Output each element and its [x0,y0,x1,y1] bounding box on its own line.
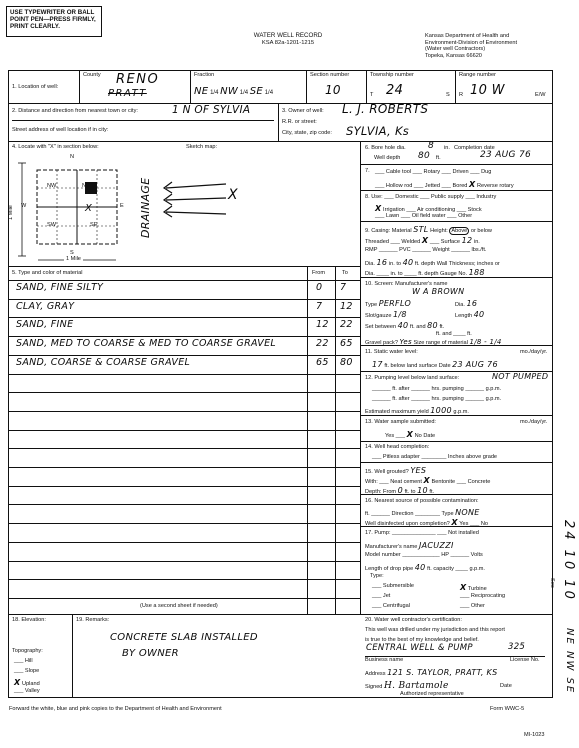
distance-label: 2. Distance and direction from nearest town or city: [12,108,138,114]
print-code: MI-1023 [524,732,545,738]
remarks-line2: BY OWNER [122,648,179,659]
locate-label: 4. Locate with "X" in section below: [12,144,99,150]
from-depth: 12 [316,319,329,331]
method-row2: ___ Hollow rod ___ Jetted ___ Bored X Reverse rotary [375,180,514,189]
to-depth: 12 [340,300,353,312]
county-label: County [83,72,101,78]
to-depth: 7 [340,282,347,293]
gauge-value: 188 [468,268,485,277]
range-label: Range number [459,72,497,78]
casing-depth-value: 40 [402,258,414,267]
above-circled: Above [451,228,468,234]
table-rule [8,523,360,524]
city-value: SYLVIA, Ks [346,124,410,138]
screen-mfr-value: W A BROWN [412,287,465,296]
table-rule [8,392,360,393]
set-to-value: 80 [427,321,438,330]
license-value: 325 [508,642,526,652]
certification-label: 20. Water well contractor's certification: [365,617,462,623]
fraction-label: Fraction [194,72,215,78]
range-value: 10 W [470,83,505,98]
grouted-label: 15. Well grouted? [365,469,409,475]
from-depth: 22 [316,338,329,350]
pump-mfr-value: JACUZZI [418,541,454,550]
table-rule [8,467,360,468]
section-grid [14,160,134,265]
county-struck-value: PRATT [108,88,147,99]
instructions-box [6,6,102,37]
static-date-value: 23 AUG 76 [452,360,498,369]
sample-label: 13. Water sample submitted: [365,419,436,425]
instructions-line2: POINT PEN—PRESS FIRMLY, [10,16,96,24]
footer-instructions: Forward the white, blue and pink copies to the Department of Health and Environment [9,706,222,712]
form-statute: KSA 82a-1201-1215 [261,40,315,47]
screen-length-value: 40 [473,310,485,319]
surface-value: 12 [461,236,473,245]
static-level-value: 17 [372,360,383,369]
grid-x-mark: X [85,203,93,214]
section-label: Section number [310,72,350,78]
from-depth: 7 [316,300,323,312]
bore-dia-value: 8 [428,141,435,151]
signature: H. Bartamole [383,681,449,691]
instructions-line3: PRINT CLEARLY. [10,23,60,31]
drainage-arrows-icon [156,176,236,226]
casing-label: 9. Casing: Material STL Height: Above or below [365,225,492,234]
margin-quarters: NE NW SE [564,628,575,695]
table-rule [8,411,360,412]
material-row: SAND, FINE SILTY [16,282,104,293]
table-rule [8,299,360,300]
owner-label: 3. Owner of well: [282,108,324,114]
screen-label: 10. Screen: Manufacturer's name [365,281,448,287]
instructions-line1: USE TYPEWRITER OR BALL [10,9,95,16]
to-header: To [342,270,348,276]
township-label: Township number [370,72,414,78]
mile-horizontal-label: 1 Mile [66,256,81,262]
to-depth: 65 [340,338,353,350]
pumping-level-value: NOT PUMPED [492,372,549,381]
table-rule [8,430,360,431]
material-row: SAND, MED TO COARSE & MED TO COARSE GRAVEL [16,338,276,350]
material-row: CLAY, GRAY [16,300,75,312]
owner-value: L. J. ROBERTS [342,102,429,116]
table-rule [8,561,360,562]
form-number: Form WWC-5 [490,706,525,712]
reverse-rotary-mark: X [468,180,476,189]
grouted-value: YES [410,466,427,475]
irrigation-mark: X [375,204,382,213]
table-rule [8,486,360,487]
sketch-label: Sketch map: [186,144,218,150]
margin-annotation: 24 10 10 [561,520,576,602]
contamination-type-value: NONE [455,508,480,517]
table-rule [8,448,360,449]
county-value: RENO [116,72,160,87]
bore-label: 6. Bore hole dia. [365,145,406,151]
screen-dia-value: 16 [466,299,478,308]
depth-value: 80 [418,151,431,161]
city-label: City, state, zip code: [282,130,332,136]
agency-block: Kansas Department of Health and Environment-Division of Environment (Water well Contractors) Topeka, Kansas 66620 [425,33,518,60]
street-label: Street address of well location if in city: [12,127,109,133]
method-row1: ___ Cable tool ___ Rotary ___ Driven ___ Dug [375,169,492,175]
set-from-value: 40 [397,321,409,330]
table-rule [8,598,360,599]
slot-value: 1/8 [393,310,407,319]
from-header: From [312,270,326,276]
yield-value: 1000 [430,406,452,415]
screen-type-value: PERFLO [378,299,412,308]
use-row3: ___ Lawn ___ Oil field water ___ Other [375,213,473,219]
casing-material: STL [413,225,429,234]
contamination-label: 16. Nearest source of possible contamination: [365,498,479,504]
table-rule [8,542,360,543]
pumping-level-label: 12. Pumping level below land surface: [365,375,460,381]
material-row: SAND, FINE [16,319,74,331]
use-row2: X Irrigation ___ Air conditioning ___ Stock [375,204,482,213]
wellhead-label: 14. Well head completion: [365,444,430,450]
distance-value: 1 N OF SYLVIA [172,104,251,116]
depth-label: Well depth [374,155,401,161]
table-rule [8,504,360,505]
township-value: 24 [386,83,404,98]
material-header: 5. Type and color of material [12,270,83,276]
to-depth: 80 [340,356,353,368]
static-level-label: 11. Static water level: [365,349,418,355]
second-sheet-note: (Use a second sheet if needed) [140,603,218,609]
table-rule [8,317,360,318]
address-value: 121 S. TAYLOR, PRATT, KS [387,668,498,677]
sketch-x-mark: X [228,187,238,203]
remarks-line1: CONCRETE SLAB INSTALLED [110,632,258,643]
drainage-label: DRAINAGE [139,177,152,238]
from-depth: 65 [316,356,329,368]
casing-dia-value: 16 [376,258,388,267]
location-label: 1. Location of well: [12,84,59,90]
mile-vertical-label: 1 Mile [8,205,14,220]
elevation-label: 18. Elevation: [12,617,46,623]
business-value: CENTRAL WELL & PUMP [366,643,473,653]
table-rule [8,336,360,337]
completion-label: Completion date [454,145,495,151]
drop-pipe-value: 40 [414,563,426,572]
table-rule [8,374,360,375]
pump-label: 17. Pump: [365,530,391,536]
rr-label: R.R. or street: [282,119,317,125]
table-rule [8,579,360,580]
form-title: WATER WELL RECORD KSA 82a-1201-1215 [238,32,338,47]
gravel-size-value: 1/8 - 1/4 [469,338,502,346]
fraction-value: NE 1/4 NW 1/4 SE 1/4 [194,86,274,97]
material-row: SAND, COARSE & COARSE GRAVEL [16,356,191,368]
remarks-label: 19. Remarks: [76,617,110,623]
from-depth: 0 [316,282,323,293]
to-depth: 22 [340,319,353,331]
completion-value: 23 AUG 76 [480,150,532,160]
table-rule [8,355,360,356]
section-value: 10 [325,83,341,97]
